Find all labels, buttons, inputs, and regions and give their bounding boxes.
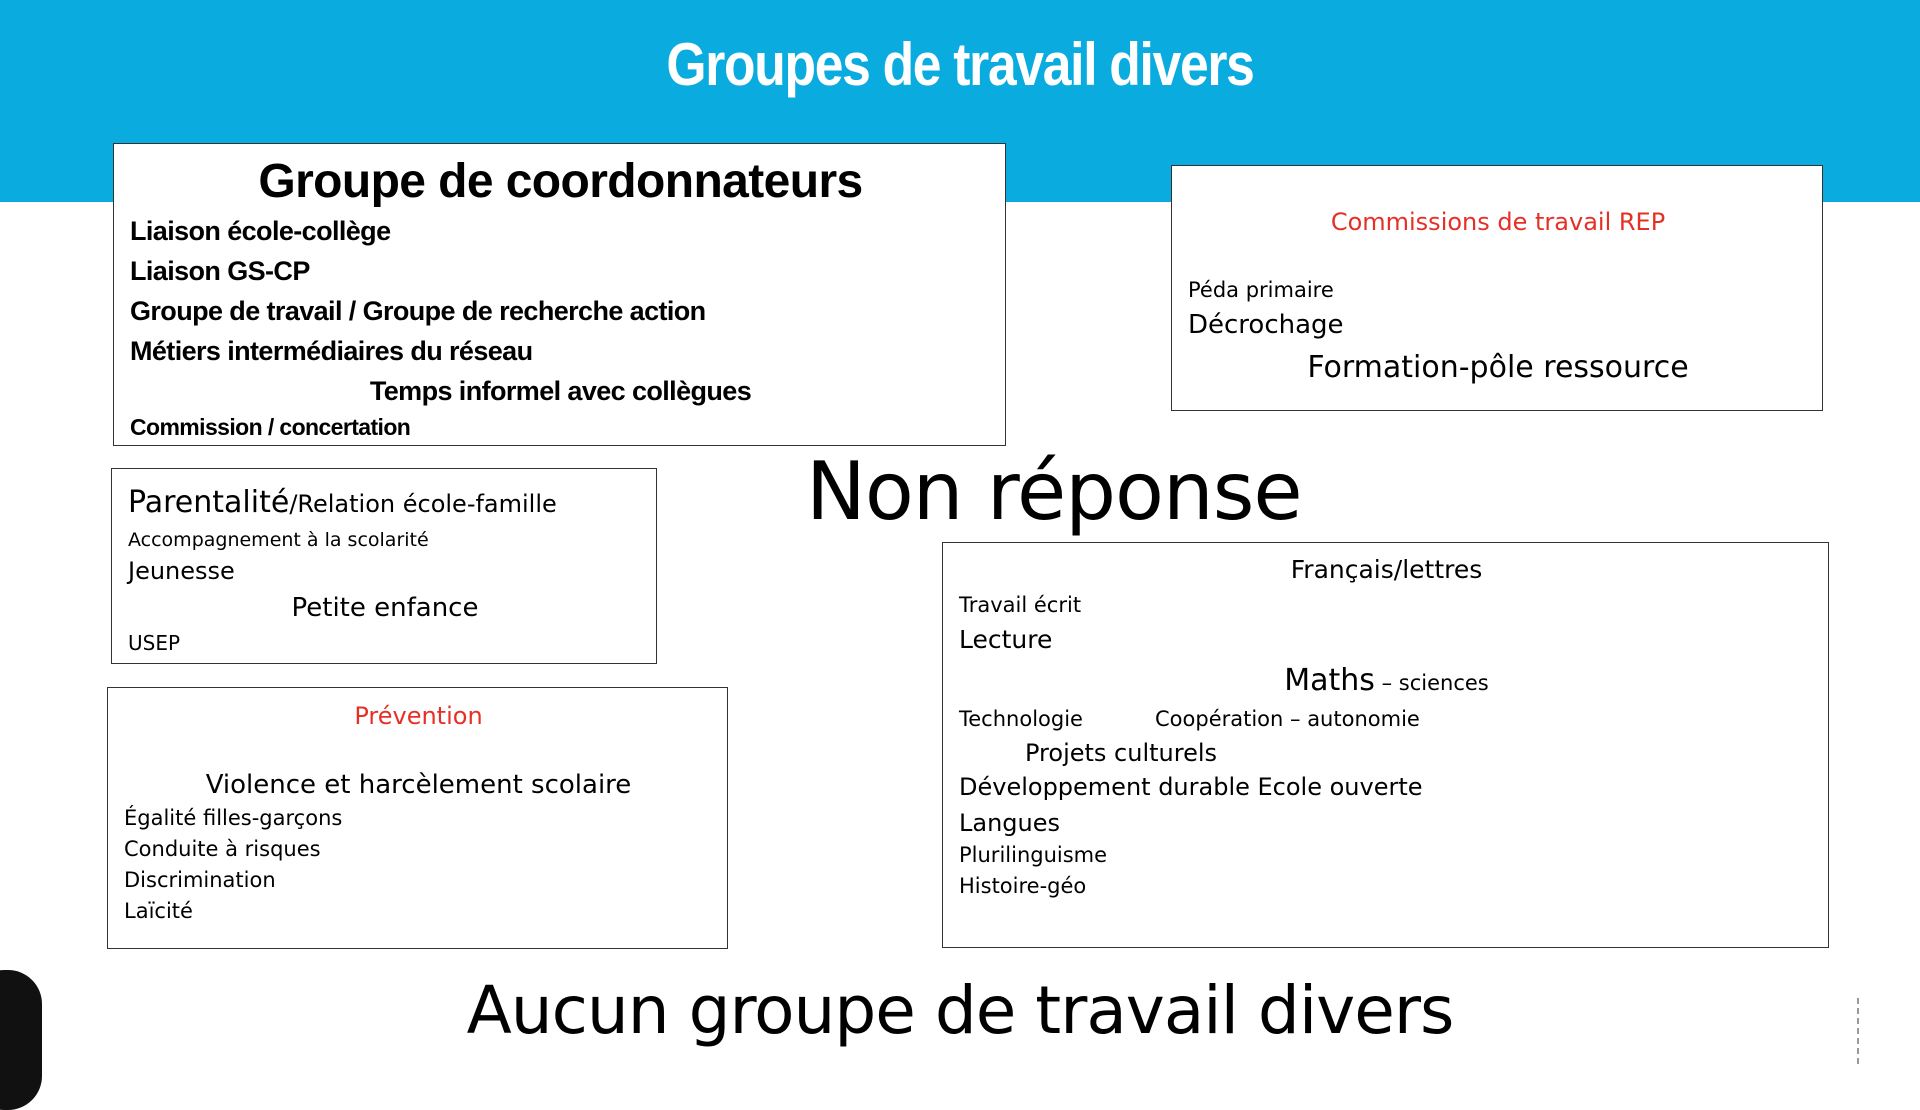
francais-title: Français/lettres (1290, 555, 1483, 584)
aucun-groupe-label: Aucun groupe de travail divers (466, 972, 1454, 1049)
parentalite-title-rest: /Relation école-famille (289, 490, 557, 518)
coordinators-item: Groupe de travail / Groupe de recherche action (130, 296, 706, 326)
parentalite-item: USEP (128, 631, 181, 655)
francais-maths-rest: – sciences (1374, 671, 1489, 695)
francais-item: Plurilinguisme (959, 843, 1108, 867)
prevention-title: Prévention (354, 702, 483, 730)
rep-box (1171, 165, 1823, 411)
prevention-item: Violence et harcèlement scolaire (205, 770, 632, 800)
francais-item: Coopération – autonomie (1155, 707, 1420, 731)
rep-item: Formation-pôle ressource (1307, 350, 1689, 385)
coordinators-item: Temps informel avec collègues (369, 376, 752, 406)
francais-item: Développement durable Ecole ouverte (959, 773, 1423, 801)
francais-box (942, 542, 1829, 948)
prevention-item: Discrimination (124, 868, 276, 892)
slide-title: Groupes de travail divers (666, 31, 1254, 98)
coordinators-item: Commission / concertation (130, 414, 411, 440)
parentalite-title-main: Parentalité (128, 485, 290, 520)
prevention-item: Conduite à risques (124, 837, 321, 861)
coordinators-title: Groupe de coordonnateurs (258, 155, 863, 208)
parentalite-item: Jeunesse (128, 557, 235, 585)
rep-title: Commissions de travail REP (1330, 208, 1666, 236)
francais-item: Technologie (959, 707, 1083, 731)
coordinators-item: Liaison GS-CP (130, 256, 310, 286)
francais-item: Projets culturels (1025, 739, 1218, 767)
parentalite-title (128, 485, 557, 520)
francais-item: Histoire-géo (959, 874, 1087, 898)
non-reponse-label: Non réponse (806, 445, 1302, 538)
prevention-item: Laïcité (124, 899, 193, 923)
prevention-item: Égalité filles-garçons (124, 806, 343, 830)
prevention-box (107, 687, 728, 949)
rep-item: Décrochage (1188, 310, 1344, 340)
coordinators-box (113, 143, 1006, 446)
coordinators-item: Liaison école-collège (130, 216, 391, 246)
francais-item: Lecture (959, 625, 1053, 654)
parentalite-box (111, 468, 657, 664)
francais-item: Langues (959, 809, 1061, 837)
coordinators-item: Métiers intermédiaires du réseau (130, 336, 533, 366)
rep-item: Péda primaire (1188, 278, 1334, 302)
francais-maths-main: Maths (1284, 663, 1375, 698)
francais-maths (943, 663, 1830, 698)
corner-decoration (0, 970, 42, 1110)
parentalite-item: Accompagnement à la scolarité (128, 529, 429, 551)
parentalite-item: Petite enfance (291, 593, 479, 623)
edge-divider (1857, 998, 1859, 1064)
francais-item: Travail écrit (959, 593, 1082, 617)
